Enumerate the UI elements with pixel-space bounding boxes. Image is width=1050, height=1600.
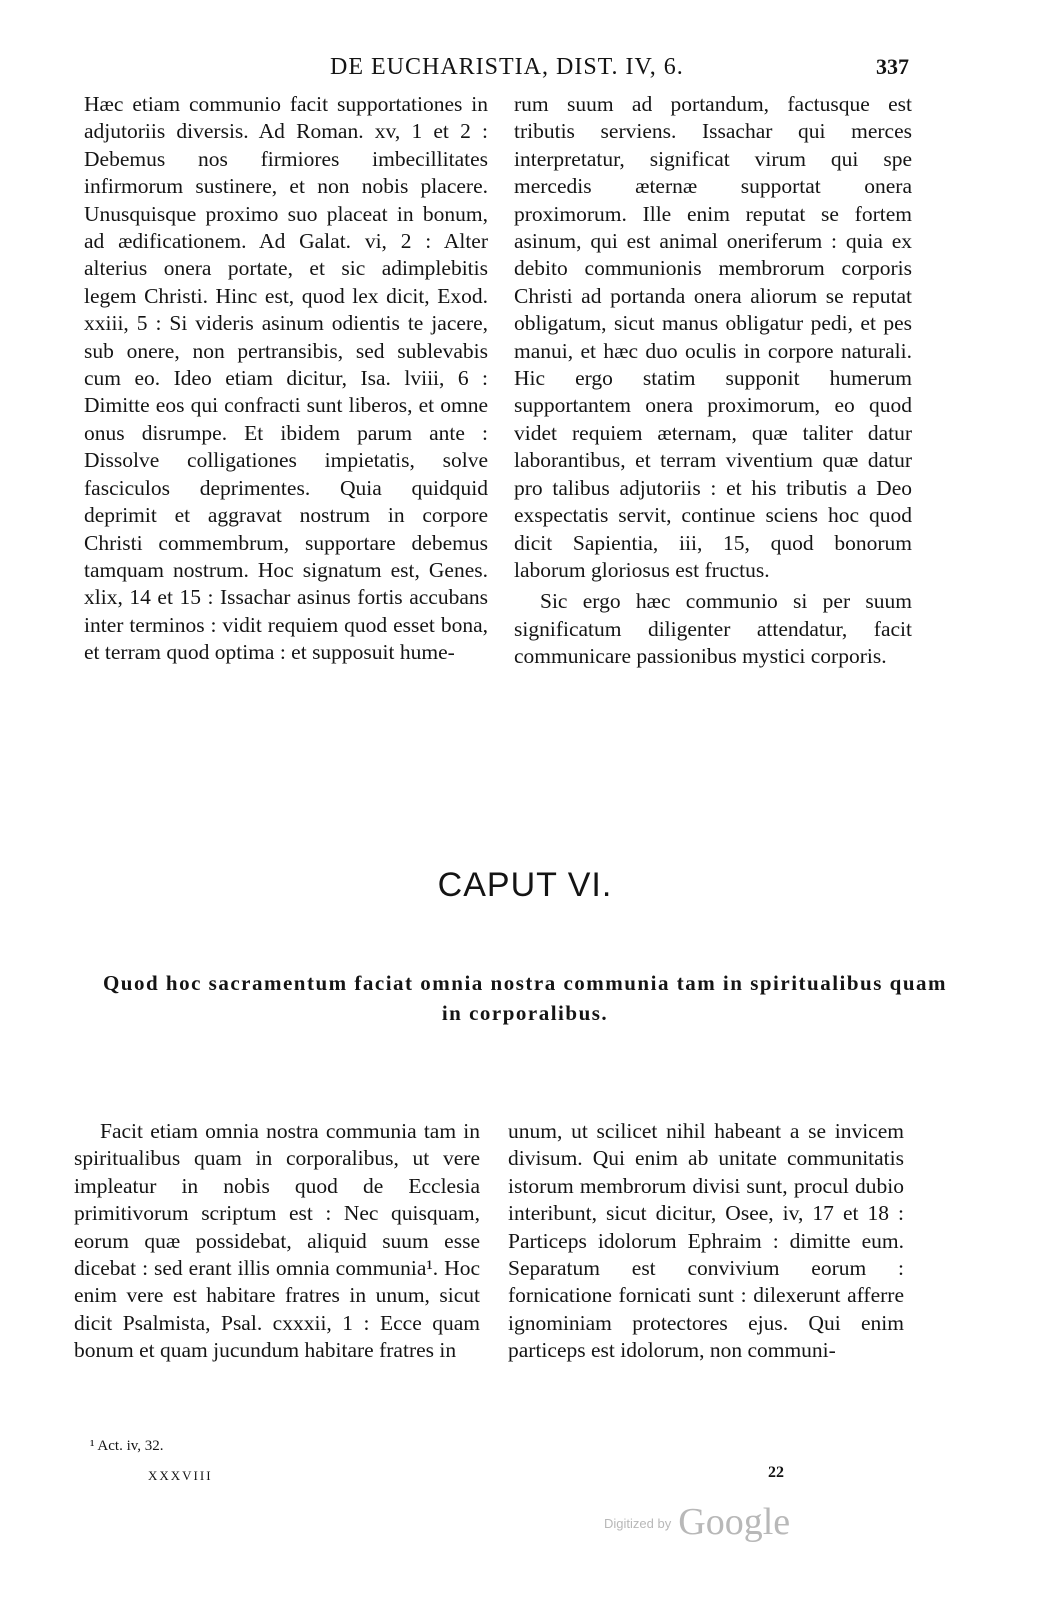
page-number: 337 [876, 54, 909, 79]
chapter-subtitle: Quod hoc sacramentum faciat omnia nostra communia tam in spiritualibus quam in corporalibus. [102, 971, 948, 1025]
signature-mark: XXXVIII [148, 1468, 213, 1483]
paragraph: Sic ergo hæc communio si per suum significatum diligenter attendatur, facit communicare passionibus mystici corporis. [514, 589, 912, 669]
watermark-brand: Google [678, 1501, 791, 1543]
text-column-left-bottom [74, 1118, 480, 1365]
text-column-left-top [84, 91, 488, 667]
gathering-number: 22 [768, 1464, 784, 1481]
text-column-right-top [514, 91, 912, 671]
paragraph: Hæc etiam communio facit supportationes in adjutoriis diversis. Ad Roman. xv, 1 et 2 : Debemus nos firmiores imbecillitates infirmorum sustinere, et non nobis placere. Unusquisque proximo suo placeat in bonum, ad ædificationem. Ad Galat. vi, 2 : Alter alterius onera portate, et sic adimplebitis legem Christi. Hinc est, quod lex dicit, Exod. xxiii, 5 : Si videris asinum odientis te jacere, sub onere, non pertransibis, sed sublevabis cum eo. Ideo etiam dicitur, Isa. lviii, 6 : Dimitte eos qui confracti sunt liberos, et omne onus disrumpe. Et ibidem parum ante : Dissolve colligationes impietatis, solve fasciculos deprimentes. Quia quidquid deprimit et aggravat nostrum in corpore Christi commembrum, supportare debemus tamquam nostrum. Hoc signatum est, Genes. xlix, 14 et 15 : Issachar asinus fortis accubans inter terminos : vidit requiem quod esset bona, et terram quod optima : et supposuit hume- [84, 92, 488, 665]
running-header [0, 54, 1050, 84]
paragraph: unum, ut scilicet nihil habeant a se invicem divisum. Qui enim ab unitate communitatis istorum membrorum divisi sunt, procul dubio interibunt, sicut dicitur, Osee, iv, 17 et 18 : Particeps idolorum Ephraim : dimitte eum. Separatum est convivium eorum : fornicatione fornicati sunt : dilexerunt afferre ignominiam protectores ejus. Qui enim particeps est idolorum, non communi- [508, 1119, 904, 1363]
chapter-title: CAPUT VI. [437, 866, 613, 904]
watermark-prefix: Digitized by [604, 1516, 672, 1531]
paragraph: rum suum ad portandum, factusque est tributis serviens. Issachar qui merces interpretatur, significat virum qui spe mercedis æternæ supportat onera proximorum. Ille enim reputat se fortem asinum, qui est animal oneriferum : quia ex debito communionis membrorum corporis Christi ad portanda onera aliorum se reputat obligatum, sicut manus obligatur pedi, et pes manui, et hæc duo oculis in corpore naturali. Hic ergo statim supponit humerum supportantem onera proximorum, eo quod videt requiem æternam, quæ taliter datur laborantibus, et terram viventium quæ datur pro talibus adjutoriis : et his tributis a Deo exspectatis servit, continue sciens hoc quod dicit Sapientia, iii, 15, quod bonorum laborum gloriosus est fructus. [514, 92, 912, 582]
paragraph: Facit etiam omnia nostra communia tam in spiritualibus quam in corporalibus, ut vere impleatur in nobis quod de Ecclesia primitivorum scriptum est : Nec quisquam, eorum quæ possidebat, aliquid suum esse dicebat : sed erant illis omnia communia¹. Hoc enim vere est habitare fratres in unum, sicut dicit Psalmista, Psal. cxxxii, 1 : Ecce quam bonum et quam jucundum habitare fratres in [74, 1119, 480, 1363]
digitized-watermark [604, 1500, 790, 1544]
running-title: DE EUCHARISTIA, DIST. IV, 6. [330, 54, 684, 80]
footnote: ¹ Act. iv, 32. [90, 1438, 164, 1454]
text-column-right-bottom [508, 1118, 904, 1365]
